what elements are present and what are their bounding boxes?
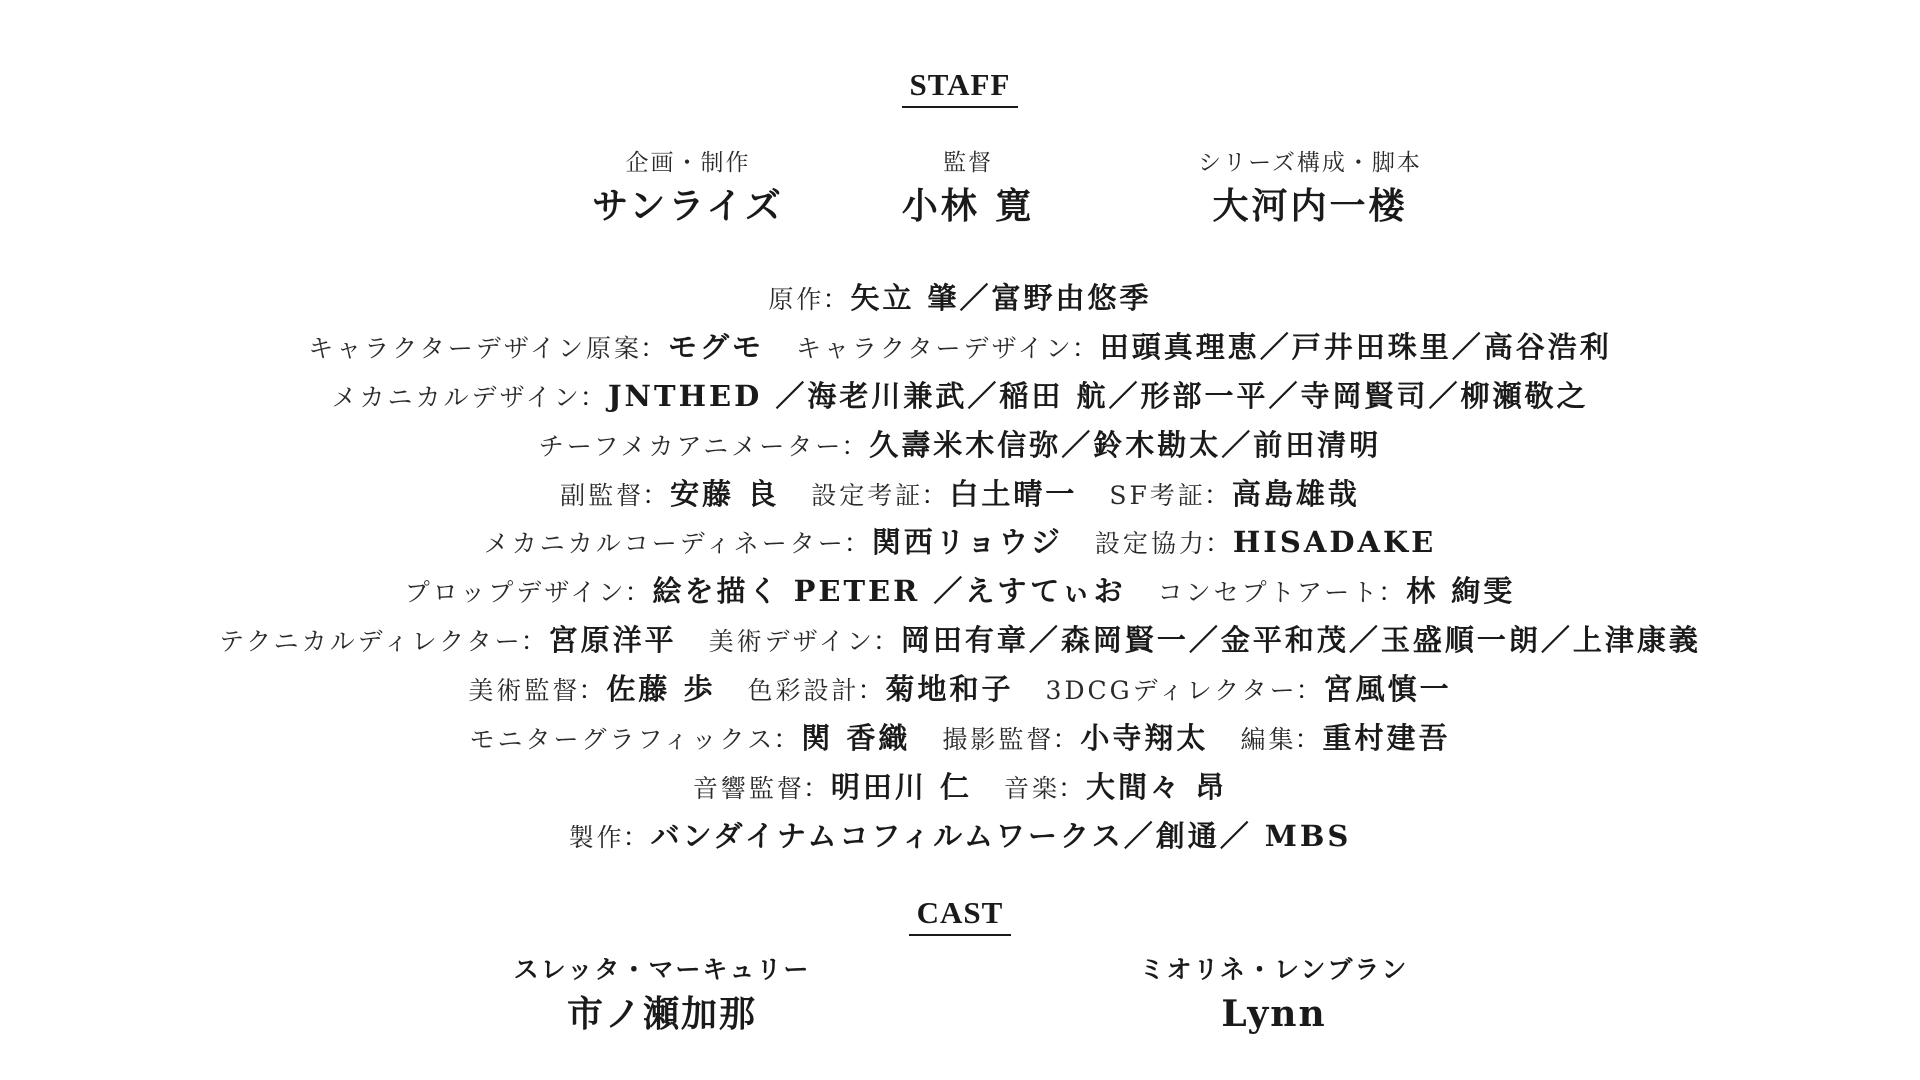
credit-name: 高島雄哉 — [1231, 476, 1360, 511]
credit-line — [0, 470, 1920, 519]
credit-separator: ： — [579, 382, 606, 413]
credit-role: 編集 — [1240, 725, 1297, 755]
cast-entry-miorine — [1024, 954, 1524, 1038]
credit-line — [0, 274, 1920, 323]
credit-name: HISADAKE — [1232, 525, 1437, 560]
credit-name: バンダイナムコフィルムワークス／創通／ MBS — [650, 818, 1352, 853]
credit-name: 明田川 仁 — [830, 769, 972, 804]
credit-role: 色彩設計 — [747, 676, 860, 706]
credit-name: 大間々 昂 — [1086, 769, 1228, 804]
credit-name: 宮風慎一 — [1323, 672, 1452, 707]
credit-entry — [484, 518, 1063, 572]
credit-separator: ： — [802, 773, 829, 804]
credit-entry — [470, 714, 911, 768]
credit-separator: ： — [1052, 725, 1079, 756]
credit-role: 設定協力 — [1094, 529, 1207, 559]
credit-role: テクニカルディレクター — [219, 627, 523, 657]
credit-name: 矢立 肇／富野由悠季 — [850, 281, 1152, 315]
credit-name: モグモ — [667, 329, 764, 364]
credit-separator: ： — [773, 725, 800, 756]
credit-entry — [942, 714, 1208, 768]
credit-line — [0, 714, 1920, 763]
cast-heading-text: CAST — [909, 894, 1012, 936]
credit-line — [0, 421, 1920, 470]
credit-name: 菊地和子 — [885, 672, 1014, 707]
credit-separator: ： — [857, 676, 884, 707]
credit-role: メカニカルコーディネーター — [483, 529, 846, 559]
credit-name: 絵を描く PETER ／えすてぃお — [652, 574, 1126, 609]
key-staff-name: 大河内一楼 — [1212, 185, 1408, 227]
credit-role: SF考証 — [1109, 480, 1206, 510]
credit-entry — [569, 812, 1352, 866]
credit-separator: ： — [1071, 333, 1098, 364]
credit-entry — [405, 567, 1126, 621]
credit-line — [0, 567, 1920, 616]
credit-role: 3DCGディレクター — [1045, 676, 1298, 706]
credit-separator: ： — [578, 676, 605, 707]
credit-role: コンセプトアート — [1157, 578, 1381, 608]
credit-role: 製作 — [568, 822, 625, 852]
credit-entry — [1240, 714, 1450, 768]
credit-name: 林 絢雯 — [1406, 574, 1516, 609]
credit-role: 副監督 — [560, 480, 645, 510]
credit-entry — [811, 470, 1077, 524]
credit-role: 原作 — [768, 285, 825, 314]
key-staff-role: 企画・制作 — [625, 150, 751, 176]
key-staff-role: シリーズ構成・脚本 — [1198, 150, 1422, 176]
credit-role: チーフメカアニメーター — [538, 431, 844, 461]
credit-separator: ： — [1295, 676, 1322, 707]
credit-entry — [539, 421, 1382, 475]
credit-role: モニターグラフィックス — [469, 725, 776, 755]
credit-role: 音響監督 — [692, 773, 805, 803]
credit-separator: ： — [822, 285, 849, 315]
credit-separator: ： — [622, 822, 649, 853]
credit-name: 白土晴一 — [949, 476, 1078, 511]
credit-entry — [693, 763, 972, 817]
credit-role: 撮影監督 — [942, 725, 1055, 755]
credit-entry — [748, 665, 1014, 719]
credit-role: 設定考証 — [811, 480, 924, 510]
cast-actor: Lynn — [1221, 993, 1327, 1035]
credit-role: キャラクターデザイン原案 — [308, 333, 642, 363]
credit-line — [0, 518, 1920, 567]
credit-line — [0, 372, 1920, 421]
key-staff-name: サンライズ — [592, 185, 784, 227]
cast-character: ミオリネ・レンブラン — [1139, 955, 1409, 984]
credit-entry — [1158, 567, 1516, 621]
cast-entry-suletta — [412, 954, 912, 1038]
credit-entry — [219, 616, 677, 670]
credit-name: 小寺翔太 — [1080, 721, 1209, 756]
credit-separator: ： — [1294, 725, 1321, 756]
credit-line — [0, 616, 1920, 665]
key-staff-role: 監督 — [943, 150, 993, 176]
credit-name: 久壽米木信弥／鈴木勘太／前田清明 — [869, 427, 1382, 462]
credit-name: 田頭真理恵／戸井田珠里／高谷浩利 — [1099, 329, 1612, 364]
credit-role: プロップデザイン — [404, 578, 627, 608]
credit-name: 関 香織 — [801, 721, 911, 756]
credit-separator: ： — [1203, 480, 1230, 511]
credit-entry — [796, 323, 1612, 377]
credit-separator: ： — [1058, 773, 1085, 804]
credit-name: 安藤 良 — [670, 476, 780, 511]
credit-role: メカニカルデザイン — [331, 382, 582, 412]
credit-line — [0, 763, 1920, 812]
credit-separator: ： — [639, 333, 666, 364]
credit-entry — [1109, 470, 1360, 524]
credit-separator: ： — [642, 480, 669, 511]
staff-credits-list — [0, 274, 1920, 861]
credit-name: 宮原洋平 — [548, 623, 677, 658]
credit-separator: ： — [921, 480, 948, 511]
credit-separator: ： — [872, 627, 899, 658]
credit-entry — [768, 274, 1151, 328]
credit-entry — [1004, 763, 1227, 817]
key-staff-series-composition — [1100, 148, 1520, 230]
credit-separator: ： — [1204, 529, 1231, 560]
credit-separator: ： — [1378, 578, 1405, 609]
credit-name: 関西リョウジ — [871, 525, 1063, 560]
credit-entry — [1095, 518, 1436, 572]
staff-heading — [0, 66, 1920, 108]
credit-entry — [709, 616, 1701, 670]
credit-role: 美術監督 — [468, 676, 581, 706]
credit-entry — [560, 470, 779, 524]
credit-name: JNTHED ／海老川兼武／稲田 航／形部一平／寺岡賢司／柳瀬敬之 — [607, 378, 1589, 413]
cast-character: スレッタ・マーキュリー — [513, 955, 811, 984]
credit-name: 岡田有章／森岡賢一／金平和茂／玉盛順一朗／上津康義 — [900, 623, 1701, 658]
credit-line — [0, 323, 1920, 372]
credit-entry — [308, 323, 764, 377]
cast-heading — [0, 894, 1920, 936]
credit-separator: ： — [843, 529, 870, 560]
credit-separator: ： — [520, 627, 547, 658]
credit-name: 佐藤 歩 — [606, 672, 716, 707]
credit-role: キャラクターデザイン — [796, 333, 1074, 363]
credit-name: 重村建吾 — [1322, 721, 1451, 756]
credit-entry — [468, 665, 715, 719]
credit-entry — [1046, 665, 1452, 719]
credit-line — [0, 812, 1920, 861]
key-staff-name: 小林 寛 — [901, 185, 1035, 227]
credit-role: 美術デザイン — [708, 627, 875, 657]
staff-heading-text: STAFF — [902, 66, 1019, 108]
credit-role: 音楽 — [1004, 773, 1061, 803]
cast-actor: 市ノ瀬加那 — [566, 993, 757, 1035]
credit-separator: ： — [624, 578, 651, 609]
credit-separator: ： — [841, 431, 868, 462]
credit-entry — [332, 372, 1589, 426]
credit-line — [0, 665, 1920, 714]
